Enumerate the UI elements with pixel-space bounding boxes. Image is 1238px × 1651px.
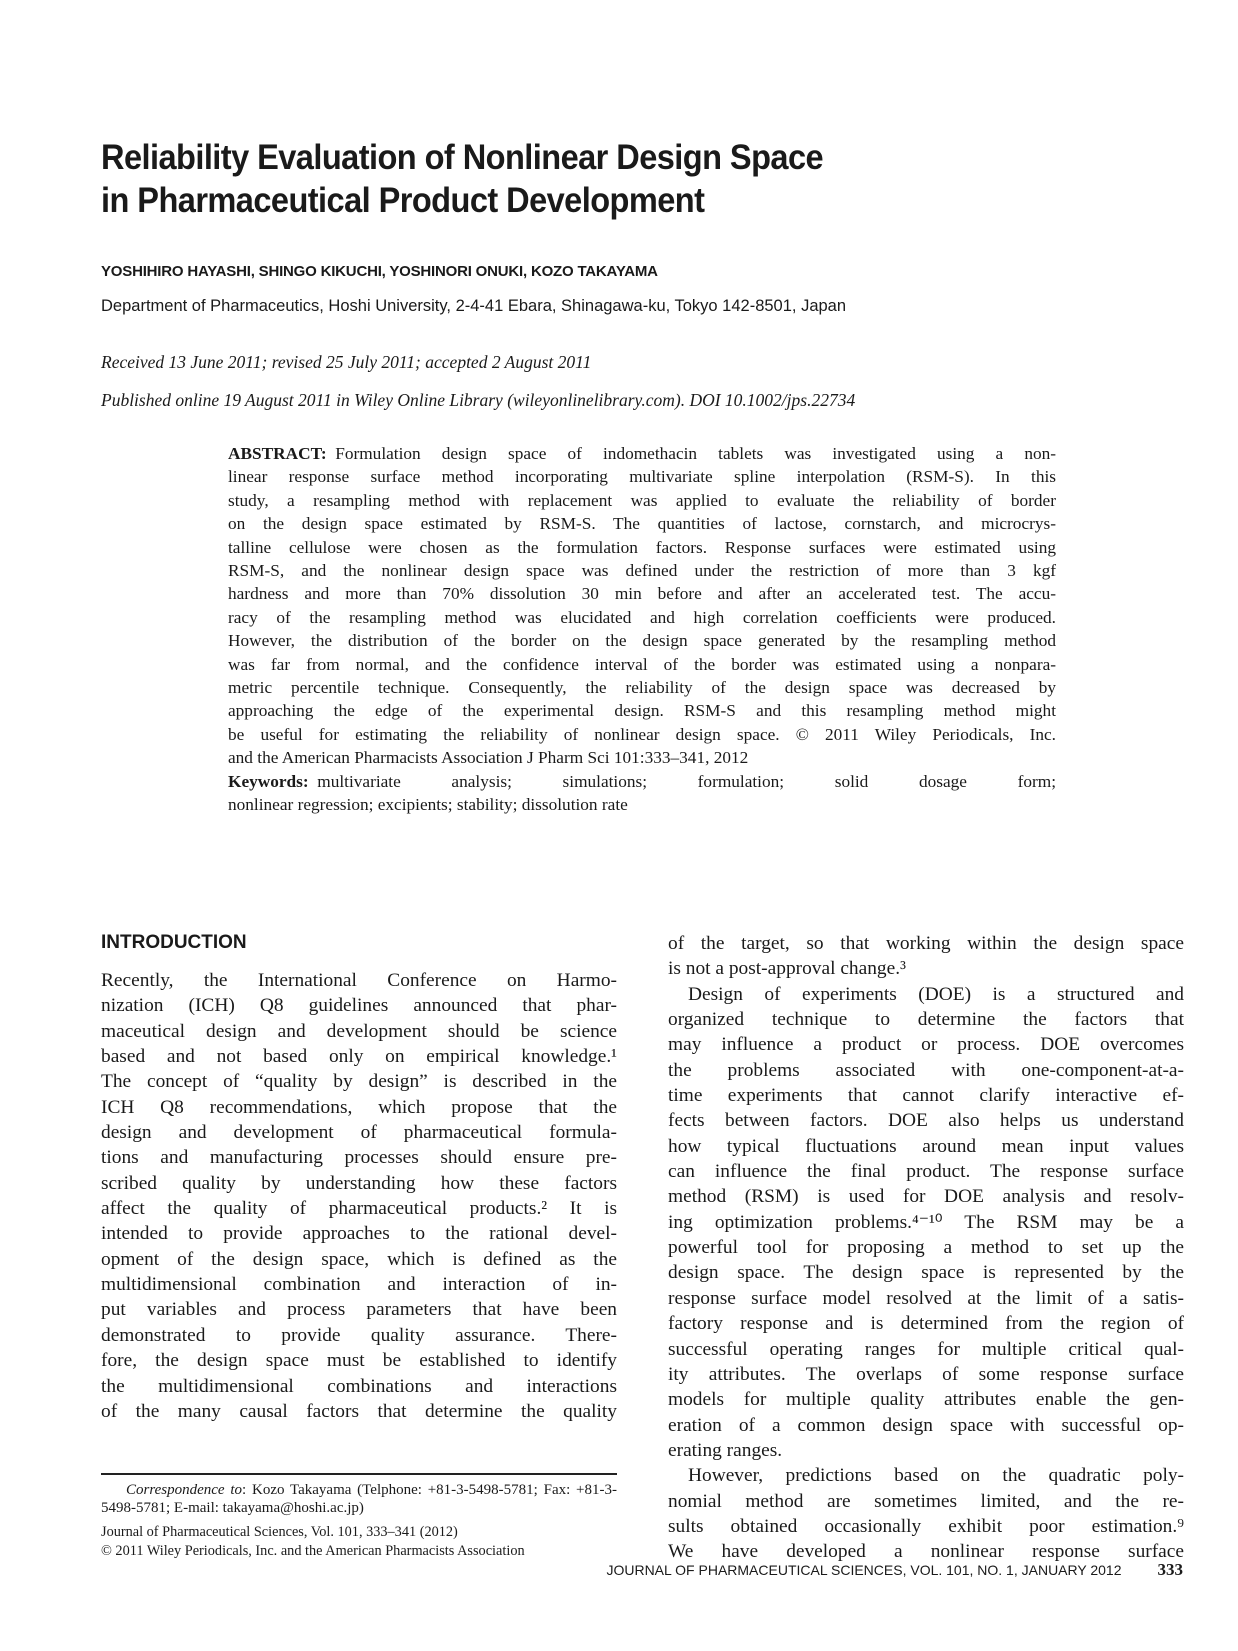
line-text: sults obtained occasionally exhibit poor estimation.⁹ (668, 1515, 1184, 1537)
line-text: fore, the design space must be established to identify (101, 1350, 617, 1372)
line-text: be useful for estimating the reliability of nonlinear design space. © 2011 Wiley Periodicals, Inc. (228, 724, 1056, 744)
text-line (101, 1374, 617, 1399)
author-list: YOSHIHIRO HAYASHI, SHINGO KIKUCHI, YOSHINORI ONUKI, KOZO TAKAYAMA (101, 263, 658, 280)
text-line (101, 1069, 617, 1094)
line-text: ing optimization problems.⁴⁻¹⁰ The RSM may be a (668, 1211, 1184, 1233)
text-line (668, 1108, 1184, 1133)
line-text: method (RSM) is used for DOE analysis and resolv- (668, 1186, 1184, 1208)
line-text: intended to provide approaches to the rational devel- (101, 1223, 617, 1245)
text-line (668, 1311, 1184, 1336)
line-text: approaching the edge of the experimental design. RSM-S and this resampling method might (228, 701, 1056, 721)
text-line (668, 931, 1184, 956)
line-text: powerful tool for proposing a method to set up the (668, 1237, 1184, 1259)
line-text: multidimensional combination and interaction of in- (101, 1274, 617, 1296)
line-text: Recently, the International Conference on Harmo- (101, 970, 617, 991)
text-line (228, 793, 1056, 816)
line-text: factory response and is determined from the region of (668, 1313, 1184, 1335)
line-text: However, the distribution of the border on the design space generated by the resampling method (228, 631, 1056, 651)
line-text: affect the quality of pharmaceutical products.² It is (101, 1198, 617, 1220)
text-line (668, 1159, 1184, 1184)
line-text: of the target, so that working within the design space (668, 933, 1184, 954)
text-line (101, 1348, 617, 1373)
line-text: The concept of “quality by design” is described in the (101, 1071, 617, 1093)
text-line (668, 1235, 1184, 1260)
text-line (101, 1272, 617, 1297)
line-text: models for multiple quality attributes enable the gen- (668, 1389, 1184, 1411)
line-text: metric percentile technique. Consequently, the reliability of the design space was decreased by (228, 678, 1056, 698)
text-line (668, 1337, 1184, 1362)
line-text: put variables and process parameters that have been (101, 1299, 617, 1321)
text-line (101, 1171, 617, 1196)
text-line (101, 1323, 617, 1348)
page-footer (590, 1560, 1183, 1580)
text-line (668, 1134, 1184, 1159)
line-text: scribed quality by understanding how these factors (101, 1172, 617, 1194)
journal-citation (101, 1523, 617, 1561)
line-text: may influence a product or process. DOE overcomes (668, 1034, 1184, 1056)
text-line (668, 1083, 1184, 1108)
text-line (101, 993, 617, 1018)
line-text: fects between factors. DOE also helps us understand (668, 1110, 1184, 1132)
title-line: in Pharmaceutical Product Development (101, 181, 705, 220)
line-text: the problems associated with one-component-at-a- (668, 1059, 1184, 1081)
text-line (228, 606, 1056, 629)
line-text: tions and manufacturing processes should ensure pre- (101, 1147, 617, 1169)
text-line (668, 956, 1184, 981)
text-line (101, 1044, 617, 1069)
running-title: JOURNAL OF PHARMACEUTICAL SCIENCES, VOL. 101, NO. 1, JANUARY 2012 (606, 1562, 1122, 1578)
text-line (228, 770, 1056, 793)
line-text: based and not based only on empirical knowledge.¹ (101, 1046, 617, 1068)
text-line (668, 1260, 1184, 1285)
line-text: ICH Q8 recommendations, which propose that the (101, 1096, 617, 1118)
page-number: 333 (1157, 1560, 1183, 1579)
publication-info: Published online 19 August 2011 in Wiley Online Library (wileyonlinelibrary.com). DOI 10.1002/jps.22734 (101, 390, 856, 410)
text-line (101, 1196, 617, 1221)
text-line (668, 1007, 1184, 1032)
text-line (228, 582, 1056, 605)
text-line (668, 1387, 1184, 1412)
correspondence-text: : Kozo Takayama (Telphone: +81-3-5498-5781; Fax: +81-3-5498-5781; E-mail: takayama@hoshi.ac.jp) (101, 1482, 617, 1516)
body-column-left (101, 968, 617, 1424)
text-line (668, 1184, 1184, 1209)
received-dates: Received 13 June 2011; revised 25 July 2011; accepted 2 August 2011 (101, 352, 592, 372)
line-text: multivariate analysis; simulations; formulation; solid dosage form; (317, 771, 1056, 791)
inline-label: ABSTRACT: (228, 444, 327, 463)
line-text: talline cellulose were chosen as the formulation factors. Response surfaces were estimated using (228, 537, 1056, 557)
affiliation: Department of Pharmaceutics, Hoshi University, 2-4-41 Ebara, Shinagawa-ku, Tokyo 142-8501, Japan (101, 297, 847, 315)
text-line (228, 676, 1056, 699)
line-text: was far from normal, and the confidence interval of the border was estimated using a nonpara- (228, 654, 1056, 674)
text-line (101, 1297, 617, 1322)
title-line: Reliability Evaluation of Nonlinear Design Space (101, 138, 824, 177)
line-text: successful operating ranges for multiple critical qual- (668, 1338, 1184, 1360)
line-text: demonstrated to provide quality assurance. There- (101, 1324, 617, 1346)
text-line (228, 442, 1056, 465)
text-line (668, 982, 1184, 1007)
text-line (668, 1489, 1184, 1514)
line-text: the multidimensional combinations and interactions (101, 1375, 617, 1397)
line-text: organized technique to determine the factors that (668, 1009, 1184, 1031)
line-text: of the many causal factors that determine the quality (101, 1400, 617, 1422)
text-line (228, 536, 1056, 559)
text-line (228, 559, 1056, 582)
line-text: time experiments that cannot clarify interactive ef- (668, 1085, 1184, 1107)
text-line (228, 489, 1056, 512)
section-heading-introduction: INTRODUCTION (101, 932, 247, 953)
paper-title (101, 136, 823, 222)
text-line (228, 512, 1056, 535)
copyright: © 2011 Wiley Periodicals, Inc. and the American Pharmacists Association (101, 1543, 525, 1559)
footnote-divider (101, 1473, 617, 1475)
line-text: and the American Pharmacists Association J Pharm Sci 101:333–341, 2012 (228, 748, 749, 768)
line-text: design and development of pharmaceutical formula- (101, 1122, 617, 1144)
line-text: Formulation design space of indomethacin tablets was investigated using a non- (335, 444, 1056, 463)
line-text: hardness and more than 70% dissolution 30 min before and after an accelerated test. The accu- (228, 584, 1056, 604)
text-line (668, 1438, 1184, 1463)
line-text: how typical fluctuations around mean input values (668, 1135, 1184, 1157)
text-line (668, 1362, 1184, 1387)
line-text: on the design space estimated by RSM-S. The quantities of lactose, cornstarch, and microcrys- (228, 514, 1056, 534)
text-line (668, 1413, 1184, 1438)
line-text: nonlinear regression; excipients; stability; dissolution rate (228, 795, 628, 815)
correspondence-footnote (101, 1481, 617, 1517)
text-line (101, 1399, 617, 1424)
line-text: ity attributes. The overlaps of some response surface (668, 1363, 1184, 1385)
text-line (228, 723, 1056, 746)
text-line (101, 1221, 617, 1246)
text-line (668, 1463, 1184, 1488)
line-text: opment of the design space, which is defined as the (101, 1248, 617, 1270)
inline-label: Keywords: (228, 771, 309, 791)
line-text: linear response surface method incorporating multivariate spline interpolation (RSM-S). In this (228, 467, 1056, 487)
line-text: can influence the final product. The response surface (668, 1161, 1184, 1183)
text-line (228, 699, 1056, 722)
line-text: response surface model resolved at the limit of a satis- (668, 1287, 1184, 1309)
abstract (228, 442, 1056, 817)
line-text: design space. The design space is represented by the (668, 1262, 1184, 1284)
line-text: eration of a common design space with successful op- (668, 1414, 1184, 1436)
line-text: study, a resampling method with replacement was applied to evaluate the reliability of border (228, 490, 1056, 510)
text-line (101, 1145, 617, 1170)
line-text: Design of experiments (DOE) is a structured and (688, 983, 1184, 1005)
correspondence-label: Correspondence to (126, 1482, 243, 1498)
text-line (668, 1210, 1184, 1235)
text-line (228, 465, 1056, 488)
line-text: maceutical design and development should be science (101, 1020, 617, 1042)
text-line (101, 1019, 617, 1044)
text-line (101, 1247, 617, 1272)
text-line (101, 1120, 617, 1145)
line-text: RSM-S, and the nonlinear design space was defined under the restriction of more than 3 kgf (228, 561, 1056, 581)
text-line (228, 746, 1056, 769)
journal-info: Journal of Pharmaceutical Sciences, Vol. 101, 333–341 (2012) (101, 1524, 458, 1540)
body-column-right (668, 931, 1184, 1565)
text-line (228, 629, 1056, 652)
text-line (668, 1032, 1184, 1057)
line-text: However, predictions based on the quadratic poly- (688, 1465, 1184, 1487)
line-text: nization (ICH) Q8 guidelines announced that phar- (101, 995, 617, 1017)
text-line (668, 1058, 1184, 1083)
line-text: erating ranges. (668, 1439, 783, 1461)
text-line (668, 1286, 1184, 1311)
line-text: We have developed a nonlinear response surface (668, 1541, 1184, 1563)
text-line (668, 1514, 1184, 1539)
text-line (101, 968, 617, 993)
text-line (228, 653, 1056, 676)
line-text: racy of the resampling method was elucidated and high correlation coefficients were produced. (228, 607, 1056, 627)
line-text: is not a post-approval change.³ (668, 958, 906, 980)
line-text: nomial method are sometimes limited, and the re- (668, 1490, 1184, 1512)
text-line (101, 1095, 617, 1120)
